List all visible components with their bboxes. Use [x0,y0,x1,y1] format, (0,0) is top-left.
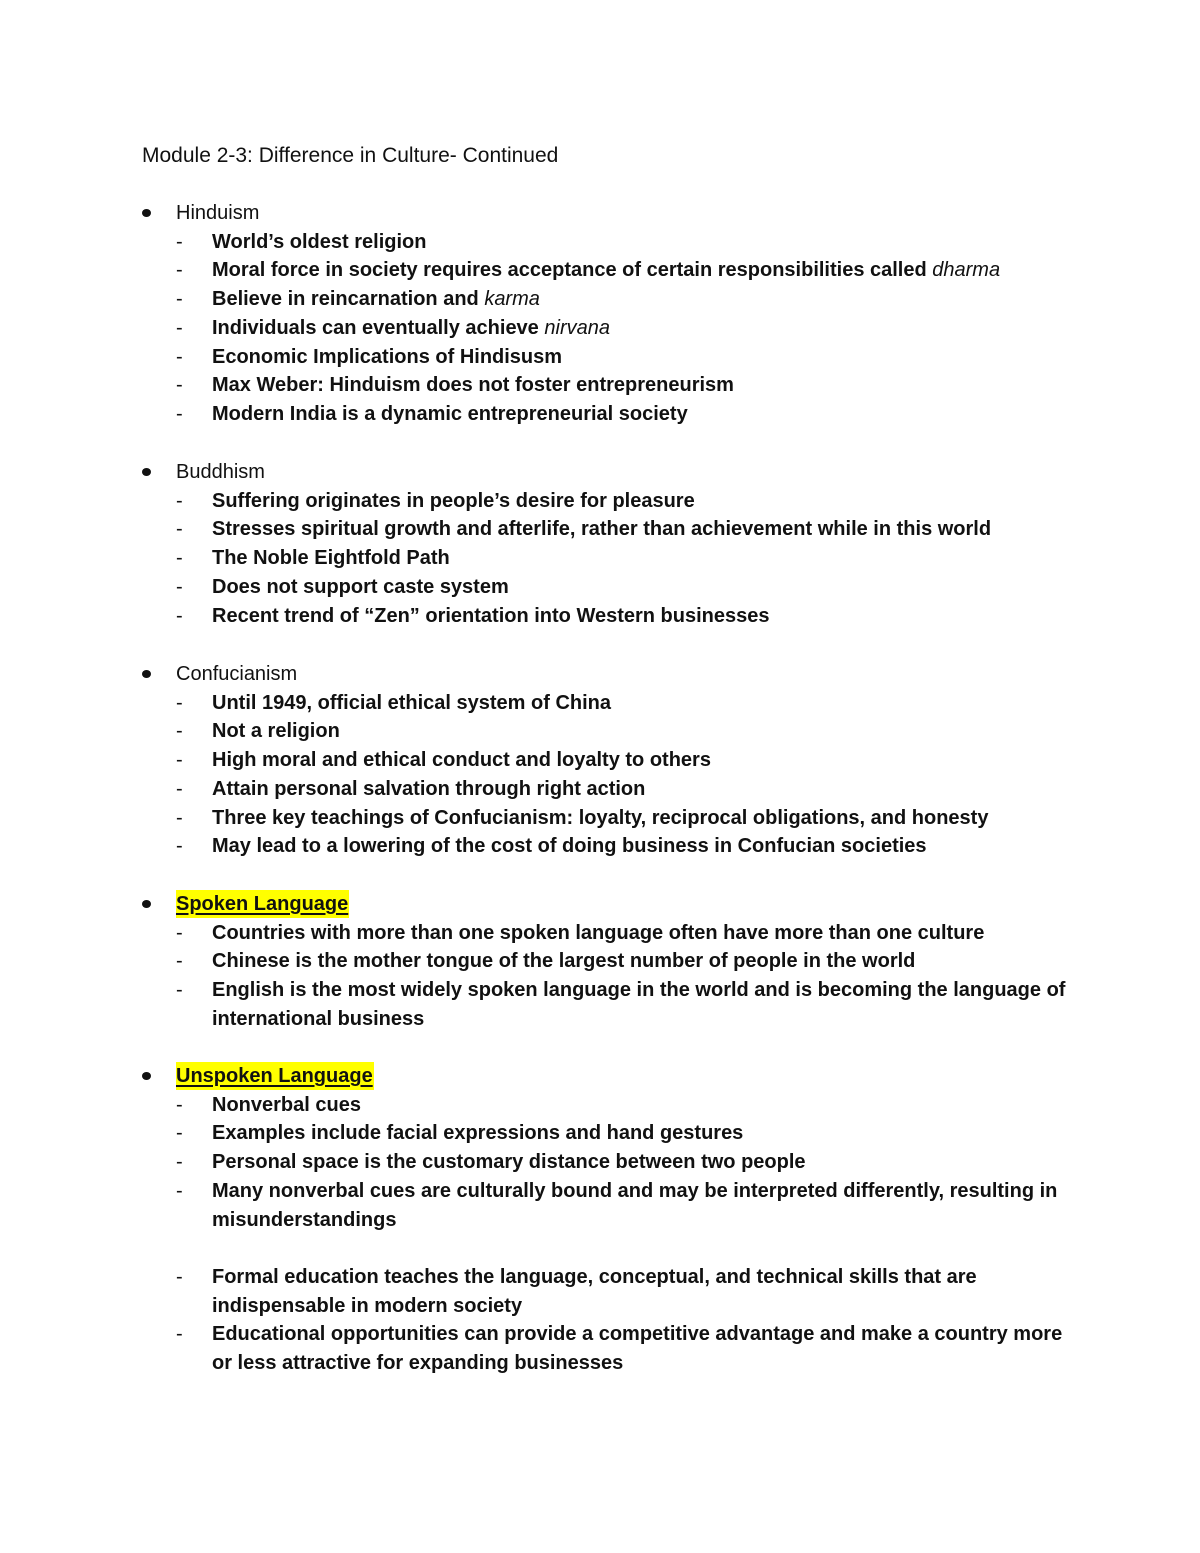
list-item [0,228,1200,257]
list-item-text: Attain personal salvation through right action [212,777,646,800]
dash-icon: - [176,604,183,627]
list-item-text: Many nonverbal cues are culturally bound and may be interpreted differently, resulting in misunderstandings [212,1179,1058,1231]
section-unspoken-language [0,1062,1200,1378]
list-item [0,976,1200,1033]
dash-icon: - [176,950,183,973]
section-heading-highlighted: Spoken Language [176,890,349,918]
list-item-text: Nonverbal cues [212,1093,361,1116]
list-item [0,1091,1200,1120]
bullet-icon [142,900,151,908]
list-item-text: Countries with more than one spoken language often have more than one culture [212,921,985,944]
list-item [0,832,1200,861]
dash-icon: - [176,518,183,541]
bullet-icon [142,209,151,217]
section-heading-row [0,199,1200,228]
list-item-text: Suffering originates in people’s desire for pleasure [212,489,695,512]
list-item-text: Stresses spiritual growth and afterlife, rather than achievement while in this world [212,518,992,541]
section-buddhism [0,458,1200,630]
dash-icon: - [176,1122,183,1145]
list-item [0,1119,1200,1148]
italic-term: dharma [932,259,1001,282]
dash-icon: - [176,489,183,512]
dash-icon: - [176,1179,183,1202]
list-item [0,1263,1200,1320]
dash-icon: - [176,720,183,743]
dash-icon: - [176,345,183,368]
list-item [0,919,1200,948]
bullet-icon [142,468,151,476]
italic-term: nirvana [544,316,610,339]
list-item-text: Moral force in society requires acceptance of certain responsibilities called dharma [212,259,1001,282]
dash-icon: - [176,806,183,829]
list-item [0,947,1200,976]
bullet-icon [142,1072,151,1080]
list-item-text: The Noble Eightfold Path [212,547,450,570]
dash-icon: - [176,979,183,1002]
section-heading: Hinduism [176,202,260,224]
dash-icon: - [176,1151,183,1174]
list-item [0,314,1200,343]
list-item-text: Believe in reincarnation and karma [212,288,540,311]
list-item-text: Examples include facial expressions and hand gestures [212,1122,744,1145]
dash-icon: - [176,374,183,397]
dash-icon: - [176,777,183,800]
list-item-text: May lead to a lowering of the cost of doing business in Confucian societies [212,835,927,858]
list-item [0,343,1200,372]
dash-icon: - [176,1093,183,1116]
bullet-icon [142,670,151,678]
section-heading: Confucianism [176,663,298,685]
dash-icon: - [176,316,183,339]
section-heading-row [0,1062,1200,1091]
dash-icon: - [176,230,183,253]
dash-icon: - [176,1323,183,1346]
dash-icon: - [176,835,183,858]
list-item [0,1320,1200,1377]
list-item-text: Until 1949, official ethical system of China [212,691,612,714]
section-confucianism [0,660,1200,861]
list-item [0,717,1200,746]
list-item [0,371,1200,400]
section-heading-row [0,660,1200,689]
list-item [0,689,1200,718]
list-item [0,573,1200,602]
list-item-text: Recent trend of “Zen” orientation into Western businesses [212,604,770,627]
list-item [0,746,1200,775]
list-item-text: Individuals can eventually achieve nirvana [212,316,610,339]
dash-icon: - [176,288,183,311]
list-item-text: Three key teachings of Confucianism: loyalty, reciprocal obligations, and honesty [212,806,989,829]
dash-icon: - [176,547,183,570]
list-item-text: Economic Implications of Hindisusm [212,345,563,368]
list-item-text: Does not support caste system [212,575,509,598]
section-spoken-language [0,890,1200,1034]
list-item [0,487,1200,516]
list-item [0,775,1200,804]
list-item [0,256,1200,285]
blank-line [0,1234,1200,1263]
list-item-text: Educational opportunities can provide a competitive advantage and make a country more or less attractive for expanding businesses [212,1323,1063,1374]
list-item-text: Not a religion [212,720,340,743]
section-heading-row [0,458,1200,487]
italic-term: karma [484,288,540,311]
section-heading-highlighted: Unspoken Language [176,1062,374,1090]
section-heading-row [0,890,1200,919]
list-item-text: English is the most widely spoken language in the world and is becoming the language of international business [212,979,1066,1030]
dash-icon: - [176,259,183,282]
list-item [0,804,1200,833]
list-item [0,400,1200,429]
dash-icon: - [176,921,183,944]
section-hinduism [0,199,1200,429]
list-item [0,515,1200,544]
list-item [0,1177,1200,1234]
list-item-text: High moral and ethical conduct and loyalty to others [212,749,711,772]
list-item-text: Personal space is the customary distance between two people [212,1151,806,1174]
section-heading: Buddhism [176,461,265,483]
dash-icon: - [176,691,183,714]
dash-icon: - [176,749,183,772]
list-item-text: World’s oldest religion [212,230,427,253]
list-item [0,544,1200,573]
list-item [0,602,1200,631]
dash-icon: - [176,1265,183,1288]
list-item [0,1148,1200,1177]
document-title: Module 2-3: Difference in Culture- Continued [142,144,559,167]
list-item-text: Max Weber: Hinduism does not foster entrepreneurism [212,374,734,397]
list-item-text: Modern India is a dynamic entrepreneurial society [212,402,688,425]
dash-icon: - [176,575,183,598]
list-item [0,285,1200,314]
list-item-text: Formal education teaches the language, conceptual, and technical skills that are indispensable in modern society [212,1265,977,1317]
dash-icon: - [176,402,183,425]
list-item-text: Chinese is the mother tongue of the largest number of people in the world [212,950,916,973]
